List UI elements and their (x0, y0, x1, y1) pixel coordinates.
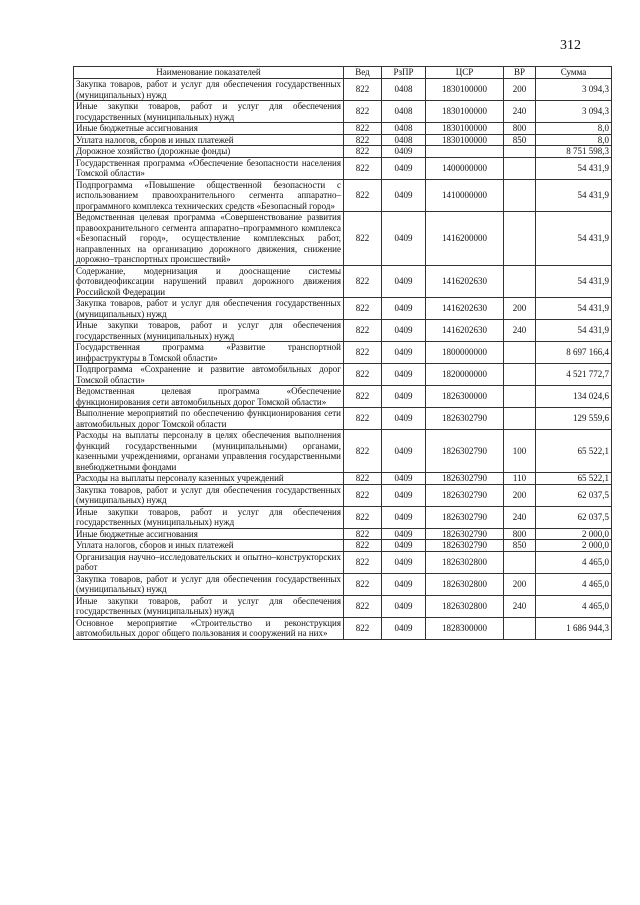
row-sum: 1 686 944,3 (536, 617, 612, 639)
row-csr: 1826302800 (426, 595, 504, 617)
row-vr: 800 (504, 528, 536, 540)
row-csr: 1416200000 (426, 212, 504, 266)
row-sum: 54 431,9 (536, 320, 612, 342)
row-sum: 62 037,5 (536, 506, 612, 528)
row-ved: 822 (344, 528, 382, 540)
row-sum: 134 024,6 (536, 386, 612, 408)
row-ved: 822 (344, 134, 382, 146)
row-name: Подпрограмма «Повышение общественной безопасности с использованием правоохранительного сегмента аппаратно–программного комплекса технических средств «Безопасный город» (74, 179, 344, 212)
row-rzpr: 0409 (382, 179, 426, 212)
header-vr: ВР (504, 67, 536, 79)
row-name: Выполнение мероприятий по обеспечению функционирования сети автомобильных дорог Томской области (74, 408, 344, 430)
row-csr: 1400000000 (426, 157, 504, 179)
row-vr (504, 551, 536, 573)
row-sum: 3 094,3 (536, 101, 612, 123)
row-vr: 800 (504, 123, 536, 135)
row-rzpr: 0409 (382, 506, 426, 528)
header-name: Наименование показателей (74, 67, 344, 79)
row-sum: 8 697 166,4 (536, 342, 612, 364)
row-csr (426, 146, 504, 158)
row-sum: 129 559,6 (536, 408, 612, 430)
row-rzpr: 0408 (382, 123, 426, 135)
row-name: Иные закупки товаров, работ и услуг для обеспечения государственных (муниципальных) нужд (74, 506, 344, 528)
row-csr: 1416202630 (426, 265, 504, 298)
row-vr: 240 (504, 506, 536, 528)
row-csr: 1826302790 (426, 484, 504, 506)
row-rzpr: 0408 (382, 134, 426, 146)
table-row (74, 342, 612, 364)
row-rzpr: 0409 (382, 551, 426, 573)
row-vr (504, 617, 536, 639)
row-vr: 240 (504, 101, 536, 123)
row-sum: 62 037,5 (536, 484, 612, 506)
row-rzpr: 0409 (382, 528, 426, 540)
row-csr: 1826302800 (426, 573, 504, 595)
table-row (74, 179, 612, 212)
row-csr: 1826302790 (426, 506, 504, 528)
row-name: Иные закупки товаров, работ и услуг для обеспечения государственных (муниципальных) нужд (74, 320, 344, 342)
row-ved: 822 (344, 364, 382, 386)
row-sum: 54 431,9 (536, 157, 612, 179)
row-csr: 1820000000 (426, 364, 504, 386)
table-row (74, 364, 612, 386)
table-row (74, 320, 612, 342)
row-rzpr: 0409 (382, 146, 426, 158)
table-header-row (74, 67, 612, 79)
row-rzpr: 0409 (382, 430, 426, 473)
row-sum: 4 521 772,7 (536, 364, 612, 386)
row-csr: 1826302790 (426, 528, 504, 540)
row-sum: 54 431,9 (536, 298, 612, 320)
row-ved: 822 (344, 179, 382, 212)
row-ved: 822 (344, 101, 382, 123)
row-vr: 110 (504, 473, 536, 485)
row-name: Закупка товаров, работ и услуг для обеспечения государственных (муниципальных) нужд (74, 484, 344, 506)
table-body (74, 79, 612, 640)
row-ved: 822 (344, 408, 382, 430)
row-name: Государственная программа «Развитие транспортной инфраструктуры в Томской области» (74, 342, 344, 364)
row-rzpr: 0409 (382, 484, 426, 506)
row-rzpr: 0409 (382, 595, 426, 617)
table-row (74, 408, 612, 430)
row-name: Дорожное хозяйство (дорожные фонды) (74, 146, 344, 158)
header-rzpr: РзПР (382, 67, 426, 79)
row-name: Расходы на выплаты персоналу казенных учреждений (74, 473, 344, 485)
row-sum: 2 000,0 (536, 540, 612, 552)
row-ved: 822 (344, 551, 382, 573)
row-csr: 1826302790 (426, 430, 504, 473)
row-rzpr: 0409 (382, 408, 426, 430)
row-rzpr: 0409 (382, 364, 426, 386)
row-name: Иные закупки товаров, работ и услуг для обеспечения государственных (муниципальных) нужд (74, 101, 344, 123)
row-csr: 1416202630 (426, 320, 504, 342)
row-vr (504, 157, 536, 179)
row-sum: 54 431,9 (536, 265, 612, 298)
row-csr: 1416202630 (426, 298, 504, 320)
table-row (74, 540, 612, 552)
row-vr: 200 (504, 484, 536, 506)
row-sum: 4 465,0 (536, 573, 612, 595)
row-name: Ведомственная целевая программа «Обеспечение функционирования сети автомобильных дорог Томской области» (74, 386, 344, 408)
table-row (74, 430, 612, 473)
row-name: Содержание, модернизация и дооснащение системы фотовидеофиксации нарушений правил дорожного движения Российской Федерации (74, 265, 344, 298)
row-ved: 822 (344, 430, 382, 473)
row-ved: 822 (344, 123, 382, 135)
row-csr: 1830100000 (426, 101, 504, 123)
table-row (74, 265, 612, 298)
header-ved: Вед (344, 67, 382, 79)
row-ved: 822 (344, 595, 382, 617)
table-row (74, 157, 612, 179)
row-rzpr: 0409 (382, 212, 426, 266)
row-csr: 1826302790 (426, 408, 504, 430)
row-ved: 822 (344, 506, 382, 528)
table-row (74, 386, 612, 408)
header-sum: Сумма (536, 67, 612, 79)
row-sum: 2 000,0 (536, 528, 612, 540)
table-row (74, 123, 612, 135)
row-ved: 822 (344, 146, 382, 158)
row-vr (504, 364, 536, 386)
table-row (74, 617, 612, 639)
row-vr: 240 (504, 595, 536, 617)
row-ved: 822 (344, 484, 382, 506)
row-vr (504, 386, 536, 408)
row-vr: 850 (504, 540, 536, 552)
row-vr: 100 (504, 430, 536, 473)
row-vr (504, 146, 536, 158)
row-name: Организация научно–исследовательских и опытно–конструкторских работ (74, 551, 344, 573)
page-number: 312 (560, 38, 581, 53)
row-rzpr: 0408 (382, 101, 426, 123)
table-row (74, 212, 612, 266)
row-rzpr: 0408 (382, 79, 426, 101)
row-sum: 54 431,9 (536, 179, 612, 212)
row-name: Расходы на выплаты персоналу в целях обеспечения выполнения функций государственными (муниципальными) органами, казенными учреждениями, органами управления государственными внебюджетными фондами (74, 430, 344, 473)
row-ved: 822 (344, 573, 382, 595)
row-sum: 65 522,1 (536, 430, 612, 473)
row-ved: 822 (344, 265, 382, 298)
row-sum: 4 465,0 (536, 595, 612, 617)
row-rzpr: 0409 (382, 265, 426, 298)
table-row (74, 101, 612, 123)
row-csr: 1830100000 (426, 79, 504, 101)
row-sum: 4 465,0 (536, 551, 612, 573)
row-ved: 822 (344, 386, 382, 408)
row-name: Иные бюджетные ассигнования (74, 123, 344, 135)
row-vr (504, 265, 536, 298)
table-row (74, 484, 612, 506)
row-sum: 8,0 (536, 134, 612, 146)
row-ved: 822 (344, 79, 382, 101)
row-sum: 3 094,3 (536, 79, 612, 101)
row-vr (504, 408, 536, 430)
row-rzpr: 0409 (382, 386, 426, 408)
row-sum: 54 431,9 (536, 212, 612, 266)
row-rzpr: 0409 (382, 320, 426, 342)
budget-table (73, 66, 612, 640)
row-csr: 1826302790 (426, 540, 504, 552)
table-row (74, 298, 612, 320)
row-name: Основное мероприятие «Строительство и реконструкция автомобильных дорог общего пользования и сооружений на них» (74, 617, 344, 639)
table-row (74, 573, 612, 595)
row-name: Закупка товаров, работ и услуг для обеспечения государственных (муниципальных) нужд (74, 79, 344, 101)
table-row (74, 134, 612, 146)
row-rzpr: 0409 (382, 298, 426, 320)
table-row (74, 146, 612, 158)
row-vr: 240 (504, 320, 536, 342)
row-vr (504, 342, 536, 364)
row-ved: 822 (344, 157, 382, 179)
table-row (74, 473, 612, 485)
row-rzpr: 0409 (382, 617, 426, 639)
row-csr: 1826302800 (426, 551, 504, 573)
row-sum: 8 751 598,3 (536, 146, 612, 158)
row-vr: 850 (504, 134, 536, 146)
row-name: Государственная программа «Обеспечение безопасности населения Томской области» (74, 157, 344, 179)
row-rzpr: 0409 (382, 540, 426, 552)
row-ved: 822 (344, 473, 382, 485)
row-name: Уплата налогов, сборов и иных платежей (74, 134, 344, 146)
row-name: Подпрограмма «Сохранение и развитие автомобильных дорог Томской области» (74, 364, 344, 386)
row-csr: 1828300000 (426, 617, 504, 639)
row-ved: 822 (344, 540, 382, 552)
row-name: Ведомственная целевая программа «Совершенствование развития правоохранительного сегмента аппаратно–программного комплекса «Безопасный город», осуществление комплексных работ, направленных на организацию дорожного движения, снижение дорожно–транспортных происшествий» (74, 212, 344, 266)
row-name: Уплата налогов, сборов и иных платежей (74, 540, 344, 552)
table-row (74, 551, 612, 573)
row-sum: 65 522,1 (536, 473, 612, 485)
row-ved: 822 (344, 320, 382, 342)
row-name: Закупка товаров, работ и услуг для обеспечения государственных (муниципальных) нужд (74, 298, 344, 320)
row-rzpr: 0409 (382, 157, 426, 179)
row-rzpr: 0409 (382, 342, 426, 364)
row-csr: 1826302790 (426, 473, 504, 485)
row-sum: 8,0 (536, 123, 612, 135)
row-csr: 1830100000 (426, 134, 504, 146)
row-name: Закупка товаров, работ и услуг для обеспечения государственных (муниципальных) нужд (74, 573, 344, 595)
row-csr: 1830100000 (426, 123, 504, 135)
row-csr: 1826300000 (426, 386, 504, 408)
row-vr (504, 179, 536, 212)
row-vr: 200 (504, 298, 536, 320)
table-row (74, 528, 612, 540)
row-vr: 200 (504, 79, 536, 101)
row-rzpr: 0409 (382, 473, 426, 485)
row-ved: 822 (344, 617, 382, 639)
row-vr (504, 212, 536, 266)
table-row (74, 79, 612, 101)
row-vr: 200 (504, 573, 536, 595)
row-ved: 822 (344, 298, 382, 320)
table-row (74, 506, 612, 528)
row-ved: 822 (344, 342, 382, 364)
row-rzpr: 0409 (382, 573, 426, 595)
row-ved: 822 (344, 212, 382, 266)
table-row (74, 595, 612, 617)
header-csr: ЦСР (426, 67, 504, 79)
row-name: Иные бюджетные ассигнования (74, 528, 344, 540)
row-csr: 1800000000 (426, 342, 504, 364)
row-name: Иные закупки товаров, работ и услуг для обеспечения государственных (муниципальных) нужд (74, 595, 344, 617)
row-csr: 1410000000 (426, 179, 504, 212)
